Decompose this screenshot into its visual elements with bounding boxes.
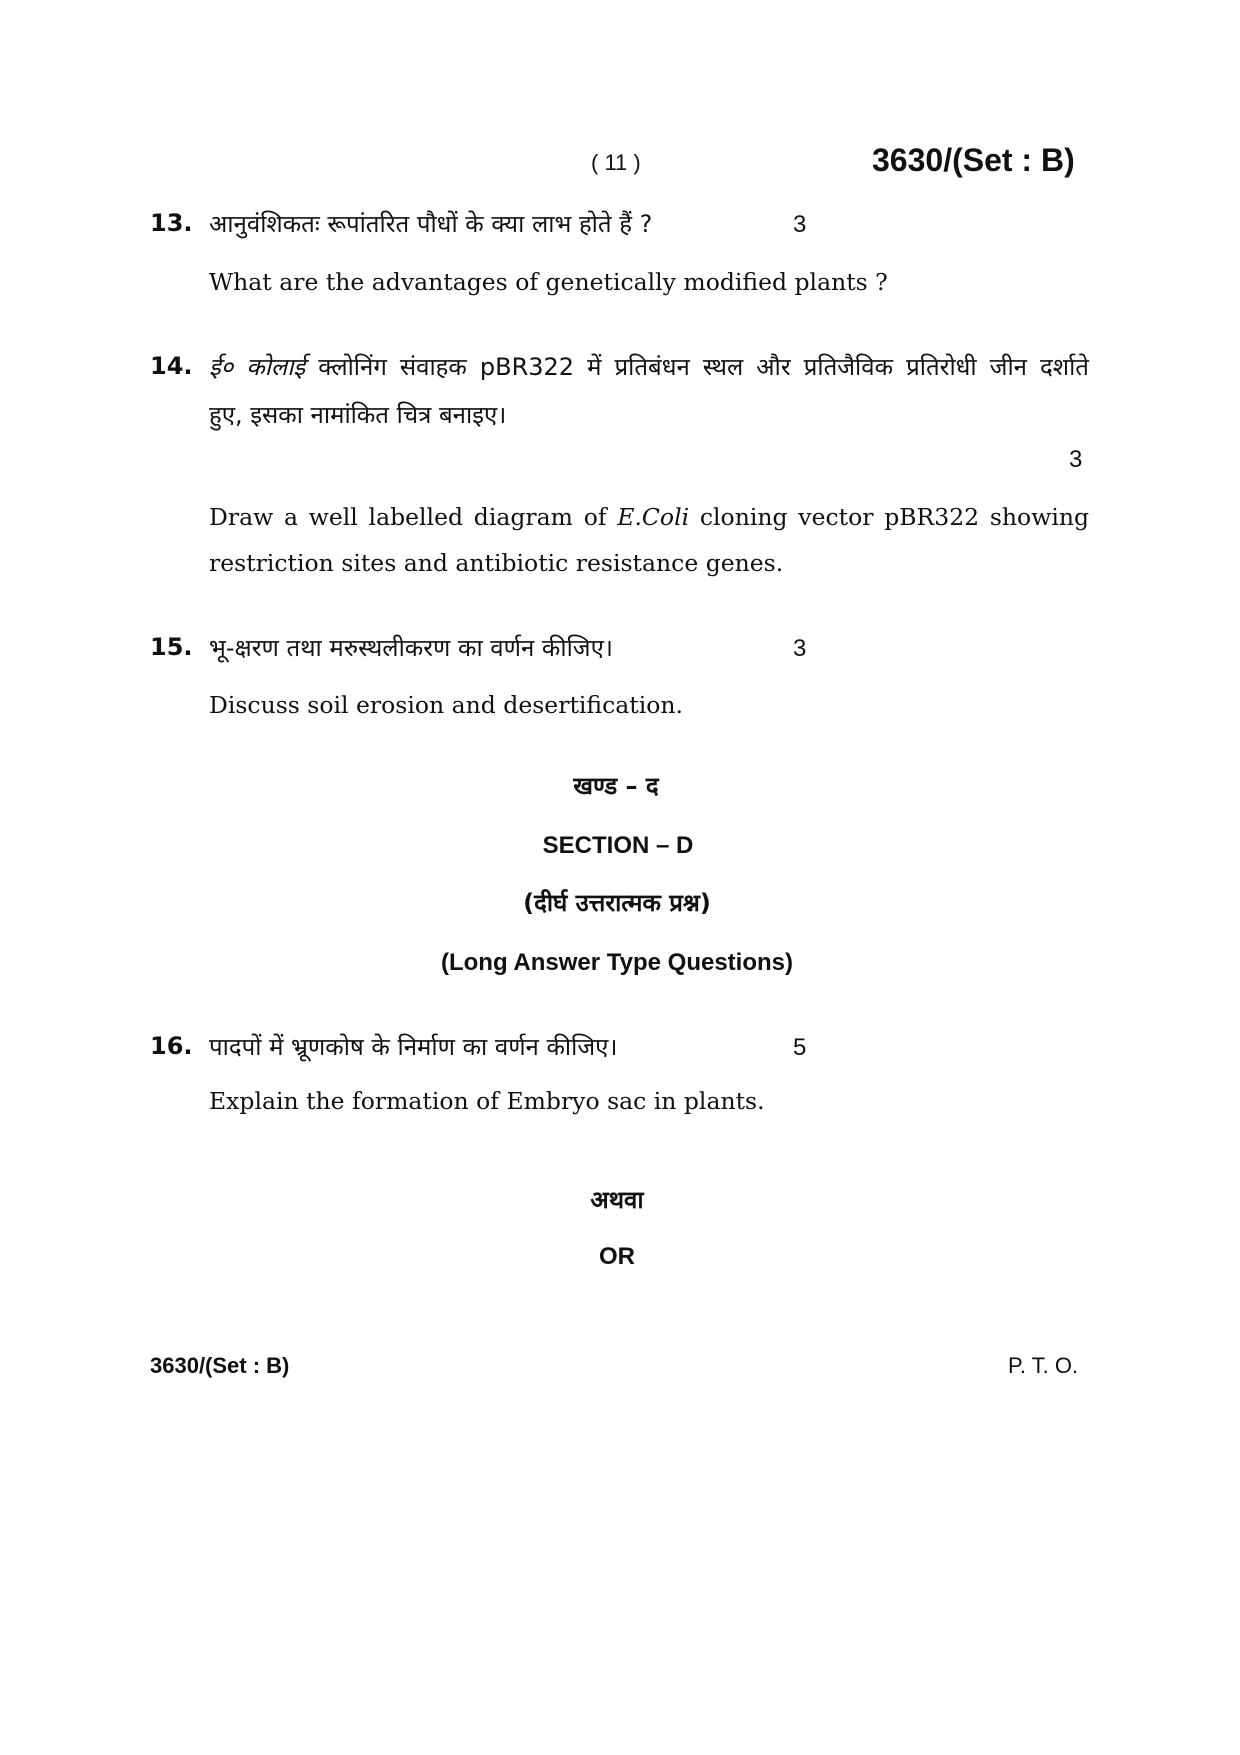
section-subtitle: (Long Answer Type Questions) xyxy=(440,949,794,976)
question-number: 14. xyxy=(150,352,193,380)
english-line1-pre: Draw a well labelled diagram of xyxy=(209,503,618,531)
question-number: 13. xyxy=(150,209,193,237)
question-text-hindi: आनुवंशिकतः रूपांतरित पौधों के क्या लाभ होते हैं ? xyxy=(209,210,653,238)
section-subtitle-hindi: (दीर्घ उत्तरात्मक प्रश्न) xyxy=(523,889,711,917)
question-text-hindi-line2: हुए, इसका नामांकित चित्र बनाइए। xyxy=(209,401,507,429)
question-marks: 5 xyxy=(793,1034,807,1061)
question-number: 15. xyxy=(150,633,193,661)
section-title: SECTION – D xyxy=(542,832,694,859)
english-line1-post: cloning vector pBR322 showing xyxy=(689,503,1090,531)
question-text-english-line1 xyxy=(209,503,1089,531)
question-text-english-line2: restriction sites and antibiotic resistance genes. xyxy=(209,549,784,577)
footer-pto: P. T. O. xyxy=(1008,1353,1079,1378)
page-number: ( 11 ) xyxy=(591,150,641,175)
question-text-hindi-line1 xyxy=(209,350,1089,383)
footer-paper-code: 3630/(Set : B) xyxy=(150,1353,290,1378)
question-marks: 3 xyxy=(1069,446,1083,473)
question-text-english: Explain the formation of Embryo sac in plants. xyxy=(209,1087,765,1115)
section-title-hindi: खण्ड – द xyxy=(573,772,659,800)
or-hindi: अथवा xyxy=(590,1186,644,1214)
question-text-hindi-rest: क्लोनिंग संवाहक pBR322 में प्रतिबंधन स्थल और प्रतिजैविक प्रतिरोधी जीन दर्शाते xyxy=(305,353,1089,381)
ecoli-italic: E.Coli xyxy=(617,503,690,531)
or-english: OR xyxy=(599,1243,635,1270)
question-number: 16. xyxy=(150,1032,193,1060)
question-marks: 3 xyxy=(793,635,807,662)
question-marks: 3 xyxy=(793,211,807,238)
question-text-hindi: पादपों में भ्रूणकोष के निर्माण का वर्णन कीजिए। xyxy=(209,1033,618,1061)
question-text-hindi: भू-क्षरण तथा मरुस्थलीकरण का वर्णन कीजिए। xyxy=(209,634,613,662)
header-paper-code: 3630/(Set : B) xyxy=(872,142,1075,178)
question-text-english: What are the advantages of genetically modified plants ? xyxy=(209,268,888,296)
ecoli-italic-hindi: ई० कोलाई xyxy=(209,353,306,381)
question-text-english: Discuss soil erosion and desertification. xyxy=(209,691,683,719)
